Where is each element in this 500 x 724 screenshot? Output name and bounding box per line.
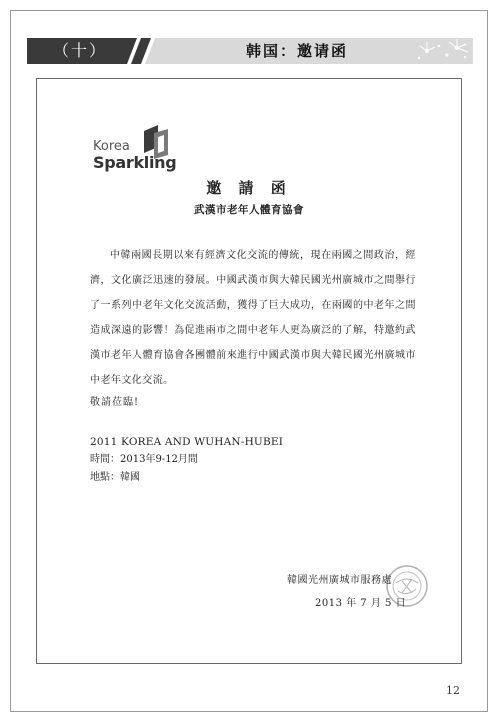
- event-place: 地點：韓國: [90, 472, 140, 483]
- chapter-title: 韩国：邀请函: [245, 42, 348, 60]
- chapter-number: （十）: [52, 41, 107, 60]
- logo-text-sparkling: Sparkling: [93, 153, 177, 172]
- invitation-letter: [36, 78, 462, 664]
- letter-date: 2013 年 7 月 5 日: [315, 598, 407, 609]
- event-time: 時間：2013年9-12月間: [90, 454, 198, 465]
- letter-title: 邀 請 函: [206, 179, 292, 197]
- letter-closing: 敬請莅臨!: [90, 397, 140, 408]
- event-details: [90, 433, 283, 487]
- korea-sparkling-logo: [93, 125, 183, 175]
- sender-signature: 韓國光州廣城市服務處: [287, 575, 392, 586]
- page-number: 12: [446, 684, 460, 697]
- letter-body: 中韓兩國長期以來有經濟文化交流的傳統，現在兩國之間政治，經濟，文化廣泛迅速的發展。中國武漢市與大韓民國光州廣城市之間舉行了一系列中老年文化交流活動，獲得了巨大成功，在兩國的中老年之間造成深遠的影響！為促進兩市之間中老年人更為廣泛的了解，特邀約武漢市老年人體育協會各團體前來進行中國武漢市與大韓民國光州廣城市中老年文化交流。: [90, 250, 416, 386]
- chapter-header: [27, 38, 473, 64]
- logo-text-korea: Korea: [93, 139, 130, 154]
- event-name: 2011 KOREA AND WUHAN-HUBEI: [90, 436, 284, 448]
- letter-recipient: 武漢市老年人體育協會: [194, 204, 304, 216]
